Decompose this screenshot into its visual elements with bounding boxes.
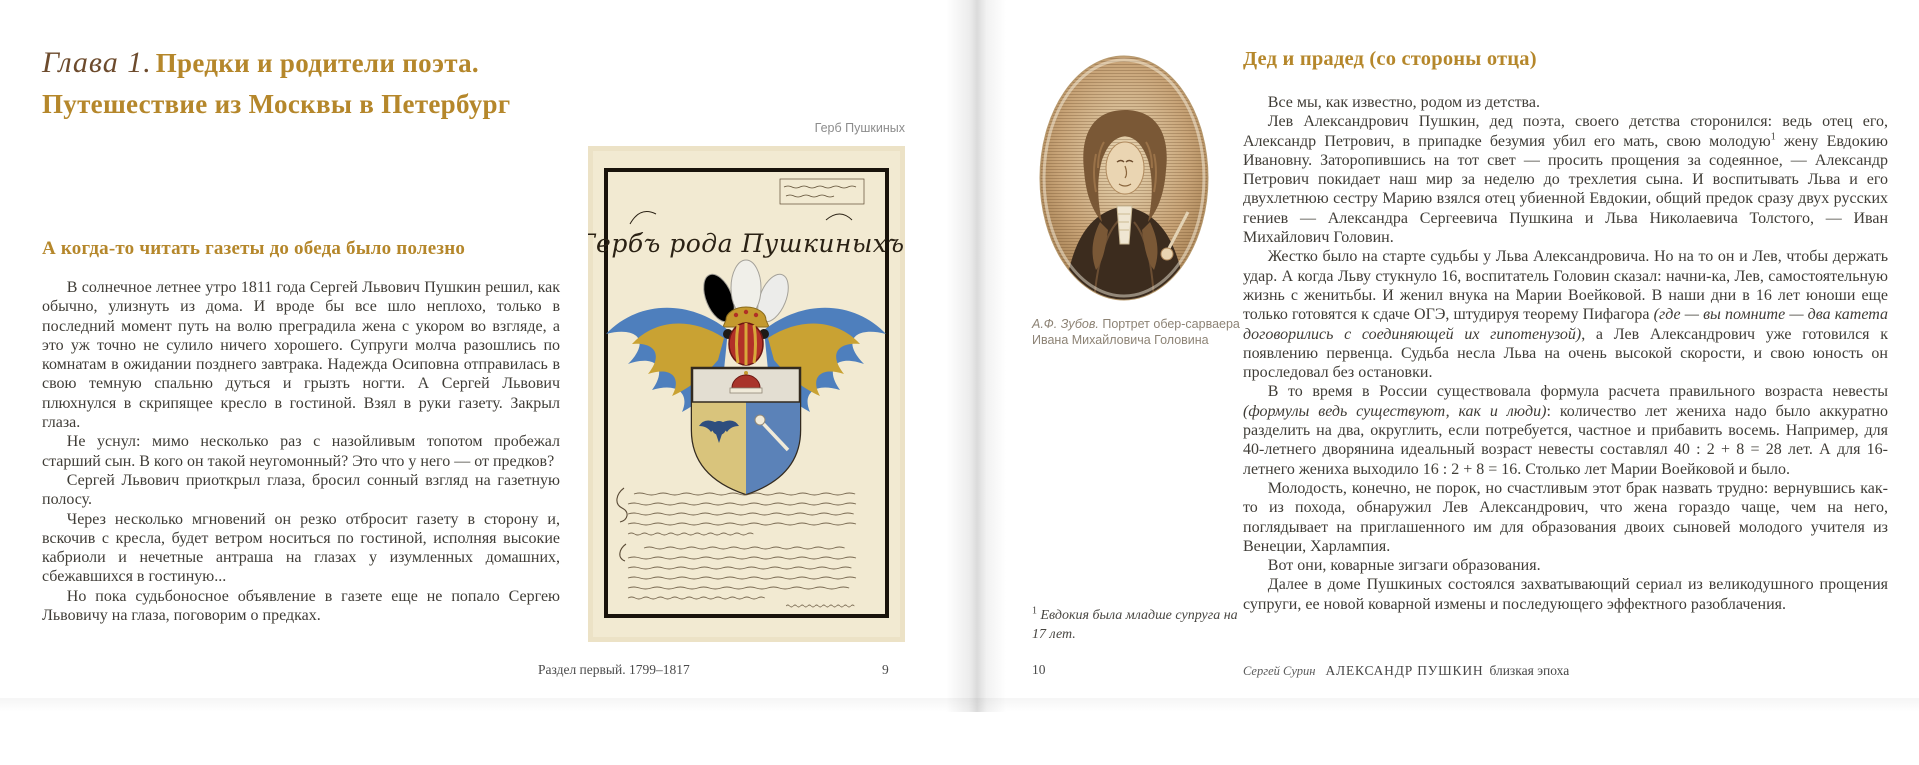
chapter-title-line2: Путешествие из Москвы в Петербург — [42, 89, 511, 119]
paragraph: Не уснул: мимо несколько раз с назойливым топотом пробежал старший сын. В кого он такой неугомонный? Это что у него — от предков? — [42, 433, 560, 470]
right-body-text — [1243, 93, 1888, 614]
left-page — [0, 0, 955, 765]
right-section-heading: Дед и прадед (со стороны отца) — [1243, 48, 1537, 70]
paragraph: Лев Александрович Пушкин, дед поэта, своего детства сторонился: ведь отец его, Александр Петрович, в припадке безумия убил его мать, свою молодую$^1$ жену Евдокию Ивановну. Заторопившись на тот свет — просить прощения за содеянное, — Александр Петрович покидает наш мир за неделю до трехлетия сына. И воспитывать Льва и его двухлетнюю сестру Марию взялся отец убиенной Евдокии, общий предок сразу двух русских гениев — Александра Сергеевича Пушкина и Льва Николаевича Толстого, — Иван Михайлович Головин. — [1243, 113, 1888, 247]
crest-caption: Герб Пушкиных — [814, 121, 905, 135]
left-body-text — [42, 278, 560, 625]
golovin-portrait-image — [1038, 54, 1210, 302]
pushkin-coat-of-arms-image — [588, 146, 905, 642]
left-page-number: 9 — [882, 662, 889, 677]
paragraph: Но пока судьбоносное объявление в газете еще не попало Сергею Львовичу на глаза, поговорим о предках. — [42, 587, 560, 625]
right-page — [990, 0, 1919, 765]
paragraph: Вот они, коварные зигзаги образования. — [1267, 557, 1541, 575]
paragraph: Жестко было на старте судьбы у Льва Александровича. Но на то он и Лев, чтобы держать удар. А когда Льву стукнуло 16, воспитатель Головин сказал: начни-ка, Лев, самостоятельную жизнь с женитьбы. И женил внука на Марии Воейковой. В наши дни в 16 лет юноши еще только готовятся к сдаче ОГЭ, штудируя теорему Пифагора (где — вы помните — два катета договорились с соединяющей их гипотенузой), а Лев Александрович уже готовился к появлению первенца. Судьба несла Льва на очень высокой скорости, и свою юность он проследовал без остановки. — [1243, 248, 1889, 382]
left-footer-section: Раздел первый. 1799–1817 — [538, 662, 690, 677]
left-section-heading: А когда-то читать газеты до обеда было полезно — [42, 238, 466, 259]
right-page-number: 10 — [1032, 662, 1046, 677]
right-footer — [1243, 662, 1569, 680]
footer-author-signature: Сергей Сурин — [1243, 664, 1316, 678]
portrait-caption: А.Ф. Зубов. Портрет обер-сарваера Ивана Михайловича Головина — [1032, 317, 1240, 347]
crest-inscription: Гербъ рода Пушкиныхъ. — [588, 229, 905, 258]
footnote: $^1$ Евдокия была младше супруга на 17 лет. — [1032, 605, 1238, 642]
footer-book-subtitle: близкая эпоха — [1489, 663, 1570, 678]
paragraph: Через несколько мгновений он резко отбросит газету в сторону и, вскочив с кресла, будет ветром носиться по гостиной, исполняя высокие кабриоли и нечетные антраша на глазах у изумленных домашних, сбежавшихся в гостиную... — [42, 510, 560, 586]
footer-book-title: АЛЕКСАНДР ПУШКИН — [1325, 663, 1484, 678]
paragraph: Все мы, как известно, родом из детства. — [1267, 94, 1540, 111]
paragraph: Молодость, конечно, не порок, но счастливым этот брак назвать трудно: вернувшись как-то из похода, обнаружил Лев Александрович, что жена гораздо чаще, чем на него, поглядывает на приглашенного им для образования двоих сыновей молодого учителя из Венеции, Харлампия. — [1243, 479, 1888, 555]
paragraph: Сергей Львович приоткрыл глаза, бросил сонный взгляд на газетную полосу. — [42, 471, 560, 509]
paragraph: В солнечное летнее утро 1811 года Сергей Львович Пушкин решил, как обычно, улизнуть из дома. И вроде бы все шло неплохо, только в последний момент путь на волю преградила жена с укором во взгляде, а это уж точно не сулило ничего хорошего. Супруги молча разошлись по комнатам в ожидании позднего завтрака. Надежда Осиповна отправилась в свою темную спальню дуться и грызть ногти. А Сергей Львович плюхнулся в скрипящее кресло в гостиной. Взял в руки газету. Закрыл глаза. — [42, 279, 560, 432]
chapter-heading — [42, 44, 582, 127]
chapter-title-line1: Предки и родители поэта. — [155, 48, 479, 78]
chapter-number-script: Глава 1. — [42, 46, 152, 79]
paragraph: В то время в России существовала формула расчета правильного возраста невесты (формулы ведь существуют, как и люди): количество лет жениха надо было аккуратно разделить на два, округлить, если потребуется, частное и прибавить восемь. Например, для 40-летнего дворянина идеальный возраст невесты составлял 40 : 2 + 8 = 28 лет. А для 16-летнего жениха выходило 16 : 2 + 8 = 16. Столько лет Марии Воейковой и было. — [1243, 383, 1889, 478]
paragraph: Далее в доме Пушкиных состоялся захватывающий сериал из великодушного прощения супруги, ее новой коварной измены и последующего эффектного разоблачения. — [1243, 576, 1888, 613]
